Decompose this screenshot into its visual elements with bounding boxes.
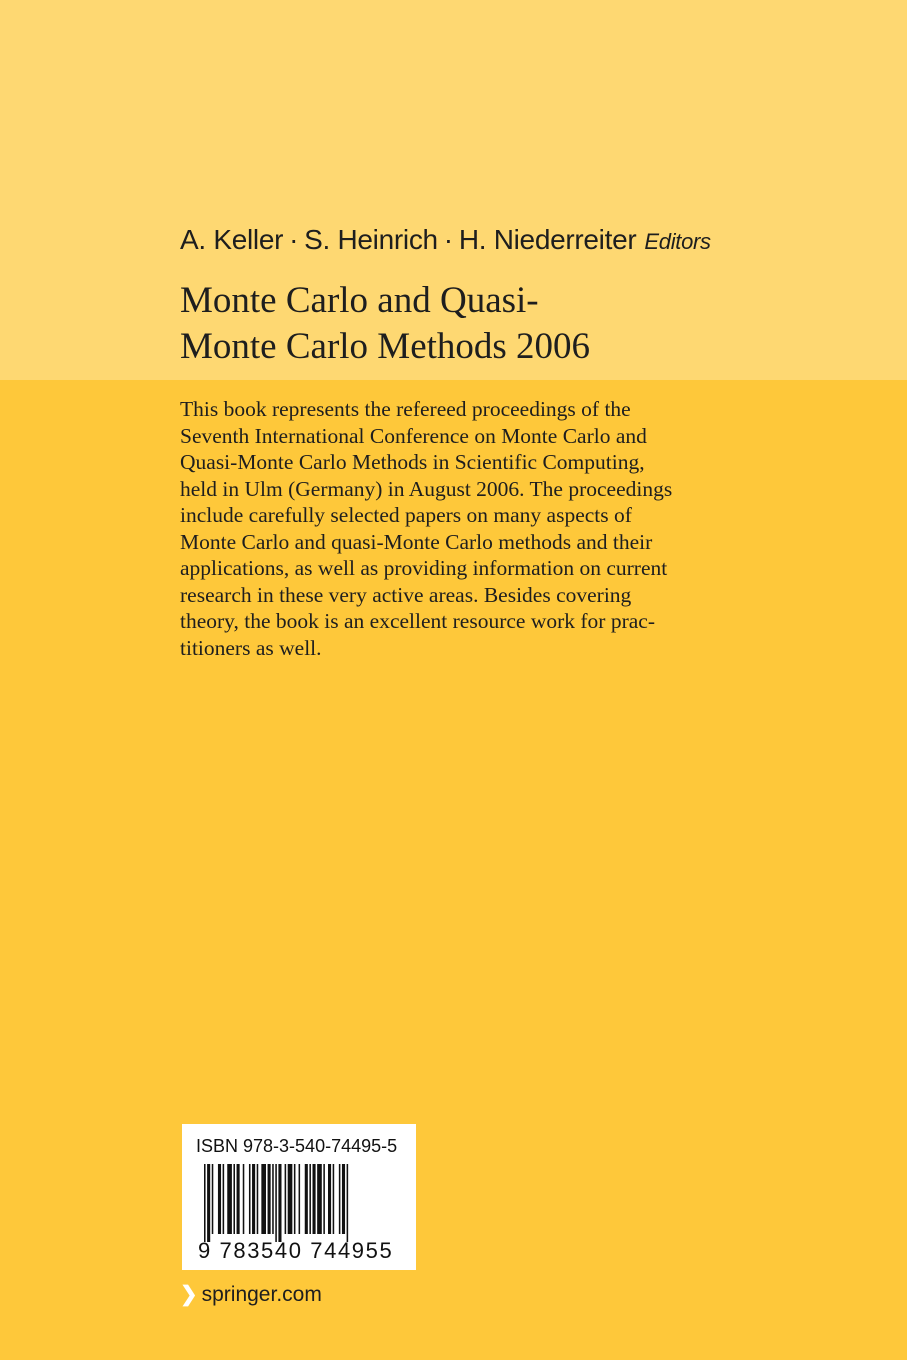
editor-name: A. Keller xyxy=(180,224,284,255)
editor-name: S. Heinrich xyxy=(304,224,438,255)
publisher-link[interactable] xyxy=(180,1282,322,1307)
description-line: This book represents the refereed proceedings of the xyxy=(180,397,631,421)
separator-dot: · xyxy=(289,224,299,255)
description-line: Quasi-Monte Carlo Methods in Scientific Computing, xyxy=(180,450,645,474)
description-line: held in Ulm (Germany) in August 2006. The proceedings xyxy=(180,476,673,501)
editor-name: H. Niederreiter xyxy=(458,224,637,255)
description-line: applications, as well as providing information on current xyxy=(180,556,668,580)
separator-dot: · xyxy=(443,224,453,255)
isbn-label: ISBN 978-3-540-74495-5 xyxy=(196,1136,398,1156)
description-line: research in these very active areas. Besides covering xyxy=(180,582,632,607)
title-line: Monte Carlo and Quasi- xyxy=(180,280,539,321)
editors-role: Editors xyxy=(644,229,711,254)
barcode-icon xyxy=(182,1164,416,1242)
description-line: titioners as well. xyxy=(180,635,322,660)
isbn-barcode-box xyxy=(182,1124,416,1270)
book-title xyxy=(180,278,590,370)
chevron-right-icon: ❯ xyxy=(180,1283,198,1306)
description-line: theory, the book is an excellent resource work for prac- xyxy=(180,609,655,633)
description-line: Seventh International Conference on Monte Carlo and xyxy=(180,423,647,448)
book-description xyxy=(180,396,740,661)
description-line: Monte Carlo and quasi-Monte Carlo methods and their xyxy=(180,529,653,554)
barcode-digits: 9 783540 744955 xyxy=(198,1238,394,1263)
description-line: include carefully selected papers on many aspects of xyxy=(180,503,632,527)
publisher-url: springer.com xyxy=(201,1283,322,1306)
editors-line xyxy=(180,224,711,256)
title-line: Monte Carlo Methods 2006 xyxy=(180,326,591,367)
